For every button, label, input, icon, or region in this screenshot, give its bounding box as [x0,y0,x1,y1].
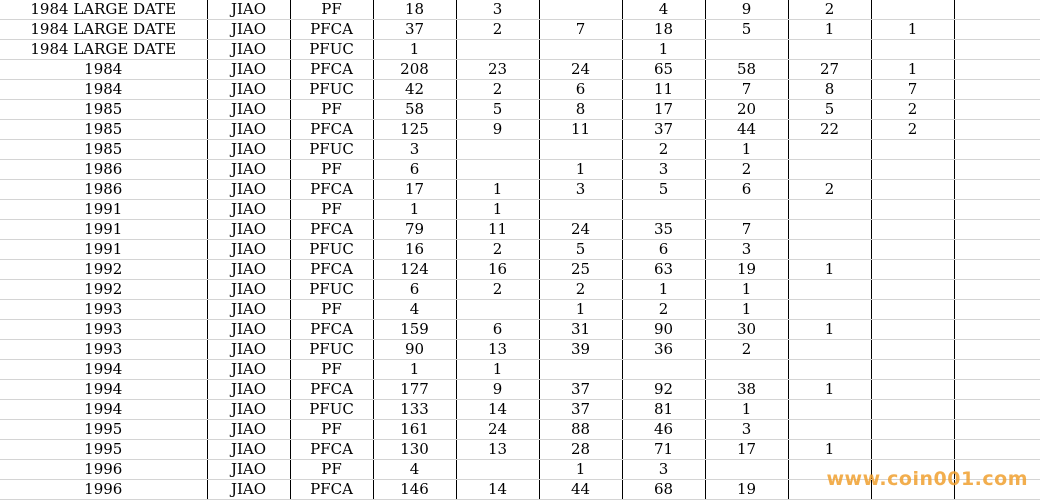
table-cell[interactable]: PFUC [290,140,373,160]
table-cell[interactable]: 58 [373,100,456,120]
table-cell[interactable] [456,460,539,480]
table-cell[interactable]: 13 [456,340,539,360]
table-cell[interactable]: JIAO [207,460,290,480]
table-cell[interactable]: JIAO [207,420,290,440]
table-cell[interactable] [456,40,539,60]
table-row [0,60,1040,80]
table-cell[interactable] [622,200,705,220]
table-cell[interactable]: 6 [539,80,622,100]
table-cell[interactable]: 1993 [0,320,207,340]
table-cell[interactable] [788,160,871,180]
table-cell[interactable] [954,440,1040,460]
table-cell[interactable]: 1984 LARGE DATE [0,20,207,40]
table-cell[interactable]: 5 [788,100,871,120]
table-cell[interactable]: 1 [705,140,788,160]
table-cell[interactable]: JIAO [207,40,290,60]
table-cell[interactable]: JIAO [207,380,290,400]
table-cell[interactable] [871,200,954,220]
table-cell[interactable]: 11 [622,80,705,100]
table-cell[interactable]: 5 [539,240,622,260]
table-cell[interactable]: JIAO [207,20,290,40]
table-cell[interactable]: 1996 [0,460,207,480]
table-cell[interactable]: PF [290,200,373,220]
table-cell[interactable]: 1985 [0,140,207,160]
table-cell[interactable]: PFCA [290,20,373,40]
table-cell[interactable]: 37 [622,120,705,140]
table-cell[interactable]: JIAO [207,180,290,200]
table-cell[interactable] [705,200,788,220]
table-cell[interactable] [954,220,1040,240]
table-cell[interactable]: 1994 [0,400,207,420]
table-row [0,0,1040,20]
table-cell[interactable] [954,360,1040,380]
table-cell[interactable]: 161 [373,420,456,440]
table-cell[interactable]: 23 [456,60,539,80]
table-cell[interactable]: 3 [622,160,705,180]
table-cell[interactable]: 1 [788,380,871,400]
table-cell[interactable]: 5 [705,20,788,40]
table-cell[interactable]: 124 [373,260,456,280]
table-cell[interactable]: 1 [788,20,871,40]
table-cell[interactable] [539,360,622,380]
table-cell[interactable]: 88 [539,420,622,440]
table-cell[interactable]: PFUC [290,240,373,260]
table-cell[interactable]: 24 [456,420,539,440]
table-cell[interactable]: 38 [705,380,788,400]
table-cell[interactable]: 159 [373,320,456,340]
table-cell[interactable]: 1 [539,460,622,480]
table-cell[interactable]: 1 [373,360,456,380]
table-cell[interactable]: 6 [373,160,456,180]
table-cell[interactable]: 1 [456,360,539,380]
table-cell[interactable]: 7 [539,20,622,40]
table-cell[interactable]: JIAO [207,360,290,380]
table-row [0,300,1040,320]
table-cell[interactable]: 1 [373,200,456,220]
table-cell[interactable]: 125 [373,120,456,140]
table-cell[interactable]: 1995 [0,420,207,440]
table-cell[interactable]: 16 [456,260,539,280]
table-cell[interactable]: 1 [788,320,871,340]
table-cell[interactable] [871,140,954,160]
table-cell[interactable] [539,140,622,160]
table-cell[interactable]: 2 [871,120,954,140]
table-cell[interactable] [871,0,954,20]
table-cell[interactable]: 1 [622,40,705,60]
table-cell[interactable]: 71 [622,440,705,460]
table-cell[interactable] [456,160,539,180]
table-cell[interactable]: 4 [373,460,456,480]
table-row [0,100,1040,120]
table-cell[interactable] [954,140,1040,160]
table-cell[interactable]: 6 [373,280,456,300]
table-cell[interactable]: 1985 [0,100,207,120]
table-cell[interactable]: 8 [788,80,871,100]
table-cell[interactable]: 1984 LARGE DATE [0,0,207,20]
table-cell[interactable]: PFUC [290,80,373,100]
table-cell[interactable] [954,300,1040,320]
table-cell[interactable] [788,300,871,320]
table-cell[interactable]: 1 [788,440,871,460]
table-cell[interactable] [954,120,1040,140]
table-cell[interactable]: JIAO [207,120,290,140]
table-cell[interactable]: 31 [539,320,622,340]
table-cell[interactable] [871,320,954,340]
table-cell[interactable]: 6 [622,240,705,260]
table-row [0,280,1040,300]
table-cell[interactable]: PF [290,160,373,180]
table-cell[interactable]: 2 [456,20,539,40]
table-cell[interactable]: 3 [373,140,456,160]
table-cell[interactable]: 2 [622,300,705,320]
table-cell[interactable]: JIAO [207,340,290,360]
table-cell[interactable]: 30 [705,320,788,340]
table-cell[interactable]: JIAO [207,140,290,160]
table-cell[interactable]: JIAO [207,480,290,500]
table-cell[interactable]: 39 [539,340,622,360]
table-cell[interactable]: 1996 [0,480,207,500]
table-row [0,160,1040,180]
table-cell[interactable]: 1994 [0,360,207,380]
table-row [0,340,1040,360]
table-cell[interactable]: 1986 [0,180,207,200]
table-cell[interactable] [705,360,788,380]
table-cell[interactable]: 92 [622,380,705,400]
table-cell[interactable]: 3 [456,0,539,20]
table-cell[interactable]: 130 [373,440,456,460]
table-cell[interactable]: 1 [705,400,788,420]
table-cell[interactable] [871,360,954,380]
table-cell[interactable]: 1991 [0,220,207,240]
table-cell[interactable]: 3 [705,420,788,440]
table-cell[interactable] [871,160,954,180]
table-cell[interactable] [954,420,1040,440]
table-cell[interactable]: PFCA [290,260,373,280]
table-cell[interactable] [622,360,705,380]
table-cell[interactable] [705,460,788,480]
table-cell[interactable] [456,140,539,160]
table-cell[interactable] [788,200,871,220]
table-cell[interactable]: PFCA [290,380,373,400]
table-cell[interactable]: 63 [622,260,705,280]
table-cell[interactable] [788,140,871,160]
table-cell[interactable]: 90 [373,340,456,360]
table-cell[interactable]: 14 [456,400,539,420]
table-cell[interactable]: 11 [456,220,539,240]
table-cell[interactable] [954,20,1040,40]
table-cell[interactable] [954,240,1040,260]
table-cell[interactable] [788,40,871,60]
table-cell[interactable]: JIAO [207,100,290,120]
table-cell[interactable] [871,240,954,260]
table-cell[interactable]: 19 [705,260,788,280]
table-cell[interactable]: 1 [871,60,954,80]
table-cell[interactable]: 24 [539,220,622,240]
table-cell[interactable]: JIAO [207,440,290,460]
table-cell[interactable]: PFCA [290,480,373,500]
table-row [0,200,1040,220]
table-cell[interactable]: 5 [456,100,539,120]
table-cell[interactable]: 18 [373,0,456,20]
table-cell[interactable]: 36 [622,340,705,360]
table-cell[interactable]: 1993 [0,340,207,360]
table-cell[interactable]: 1986 [0,160,207,180]
table-cell[interactable]: 1984 [0,80,207,100]
table-cell[interactable]: 1984 [0,60,207,80]
table-cell[interactable]: 1 [705,280,788,300]
table-cell[interactable]: JIAO [207,80,290,100]
table-cell[interactable] [788,220,871,240]
table-cell[interactable] [954,80,1040,100]
table-cell[interactable]: 28 [539,440,622,460]
table-cell[interactable]: JIAO [207,60,290,80]
table-cell[interactable] [539,40,622,60]
table-cell[interactable] [539,0,622,20]
table-cell[interactable]: 9 [456,380,539,400]
table-cell[interactable]: 1 [705,300,788,320]
table-cell[interactable]: 14 [456,480,539,500]
table-cell[interactable]: 2 [456,280,539,300]
table-cell[interactable]: 7 [871,80,954,100]
table-cell[interactable]: 24 [539,60,622,80]
table-cell[interactable]: 17 [705,440,788,460]
table-cell[interactable] [705,40,788,60]
table-cell[interactable]: 46 [622,420,705,440]
table-row [0,320,1040,340]
table-cell[interactable]: 37 [373,20,456,40]
table-cell[interactable]: 2 [456,80,539,100]
table-cell[interactable]: 133 [373,400,456,420]
table-cell[interactable] [788,360,871,380]
table-row [0,220,1040,240]
table-cell[interactable]: 2 [871,100,954,120]
table-cell[interactable]: 6 [705,180,788,200]
table-cell[interactable]: 146 [373,480,456,500]
table-row [0,260,1040,280]
table-cell[interactable] [871,280,954,300]
table-cell[interactable]: 90 [622,320,705,340]
table-cell[interactable] [954,320,1040,340]
table-cell[interactable]: 177 [373,380,456,400]
table-cell[interactable]: 1 [456,180,539,200]
table-cell[interactable]: PF [290,360,373,380]
table-cell[interactable]: 9 [705,0,788,20]
table-cell[interactable] [871,380,954,400]
table-cell[interactable]: JIAO [207,160,290,180]
table-cell[interactable]: 58 [705,60,788,80]
table-cell[interactable]: 25 [539,260,622,280]
table-cell[interactable] [788,340,871,360]
table-cell[interactable]: 79 [373,220,456,240]
table-row [0,120,1040,140]
table-cell[interactable]: JIAO [207,300,290,320]
table-cell[interactable]: JIAO [207,320,290,340]
table-row [0,380,1040,400]
table-cell[interactable]: 27 [788,60,871,80]
table-cell[interactable]: PFCA [290,60,373,80]
table-row [0,140,1040,160]
table-cell[interactable]: 22 [788,120,871,140]
table-row [0,20,1040,40]
table-cell[interactable]: 44 [539,480,622,500]
table-cell[interactable] [954,380,1040,400]
table-cell[interactable] [954,180,1040,200]
table-cell[interactable]: 4 [373,300,456,320]
watermark-text: www.coin001.com [826,468,1028,490]
table-cell[interactable]: PFCA [290,220,373,240]
table-cell[interactable]: 2 [788,0,871,20]
table-cell[interactable]: 8 [539,100,622,120]
table-cell[interactable] [871,300,954,320]
table-cell[interactable]: 13 [456,440,539,460]
table-cell[interactable]: 1992 [0,280,207,300]
table-cell[interactable]: 35 [622,220,705,240]
table-cell[interactable]: 1991 [0,200,207,220]
table-cell[interactable]: 2 [788,180,871,200]
table-cell[interactable] [871,40,954,60]
table-cell[interactable]: 11 [539,120,622,140]
table-cell[interactable]: 3 [705,240,788,260]
table-cell[interactable]: 1 [539,300,622,320]
table-cell[interactable] [788,400,871,420]
table-cell[interactable]: JIAO [207,260,290,280]
table-cell[interactable]: 4 [622,0,705,20]
table-cell[interactable] [954,260,1040,280]
table-cell[interactable]: 3 [539,180,622,200]
table-cell[interactable]: 5 [622,180,705,200]
table-cell[interactable]: 1991 [0,240,207,260]
table-cell[interactable]: 1984 LARGE DATE [0,40,207,60]
table-cell[interactable]: 2 [705,160,788,180]
table-cell[interactable]: 9 [456,120,539,140]
table-cell[interactable]: 2 [705,340,788,360]
table-cell[interactable]: 6 [456,320,539,340]
table-cell[interactable]: 7 [705,80,788,100]
table-cell[interactable] [788,240,871,260]
table-cell[interactable]: JIAO [207,200,290,220]
table-cell[interactable]: 2 [622,140,705,160]
table-cell[interactable]: 1 [539,160,622,180]
table-cell[interactable]: PFCA [290,440,373,460]
table-cell[interactable]: PF [290,420,373,440]
table-cell[interactable] [788,420,871,440]
table-cell[interactable] [871,220,954,240]
table-cell[interactable]: 1992 [0,260,207,280]
table-cell[interactable]: 1985 [0,120,207,140]
table-cell[interactable]: PFUC [290,340,373,360]
table-row [0,400,1040,420]
table-cell[interactable]: 19 [705,480,788,500]
table-row [0,440,1040,460]
table-cell[interactable] [954,200,1040,220]
table-cell[interactable] [954,0,1040,20]
table-cell[interactable]: JIAO [207,280,290,300]
table-cell[interactable]: PF [290,460,373,480]
table-cell[interactable]: 1 [373,40,456,60]
table-row [0,40,1040,60]
table-cell[interactable] [871,420,954,440]
table-cell[interactable]: 1 [456,200,539,220]
table-cell[interactable] [788,280,871,300]
table-row [0,420,1040,440]
table-cell[interactable]: PF [290,100,373,120]
table-cell[interactable]: 17 [373,180,456,200]
table-cell[interactable] [954,400,1040,420]
table-cell[interactable]: 65 [622,60,705,80]
table-cell[interactable] [871,260,954,280]
table-cell[interactable] [954,160,1040,180]
table-cell[interactable]: 1994 [0,380,207,400]
table-cell[interactable]: 81 [622,400,705,420]
table-cell[interactable]: 16 [373,240,456,260]
table-cell[interactable]: 208 [373,60,456,80]
table-cell[interactable]: JIAO [207,0,290,20]
table-cell[interactable]: PF [290,300,373,320]
table-cell[interactable] [954,280,1040,300]
table-cell[interactable]: 68 [622,480,705,500]
table-row [0,360,1040,380]
table-cell[interactable] [871,400,954,420]
table-cell[interactable]: 18 [622,20,705,40]
table-cell[interactable]: 2 [456,240,539,260]
table-cell[interactable]: PFUC [290,40,373,60]
table-row [0,180,1040,200]
table-cell[interactable] [456,300,539,320]
table-cell[interactable]: PFUC [290,400,373,420]
table-cell[interactable]: 1 [871,20,954,40]
table-row [0,80,1040,100]
table-cell[interactable] [954,340,1040,360]
table-cell[interactable]: 1995 [0,440,207,460]
table-cell[interactable]: PF [290,0,373,20]
table-cell[interactable]: 44 [705,120,788,140]
table-cell[interactable]: 1 [788,260,871,280]
table-cell[interactable]: 1 [622,280,705,300]
table-cell[interactable]: 20 [705,100,788,120]
table-cell[interactable]: 37 [539,400,622,420]
table-cell[interactable]: 37 [539,380,622,400]
table-cell[interactable]: 1993 [0,300,207,320]
table-cell[interactable] [954,60,1040,80]
table-cell[interactable] [954,100,1040,120]
table-cell[interactable] [871,440,954,460]
table-cell[interactable] [871,180,954,200]
table-cell[interactable]: 17 [622,100,705,120]
table-cell[interactable] [539,200,622,220]
table-cell[interactable] [954,40,1040,60]
table-row [0,240,1040,260]
table-cell[interactable]: PFCA [290,180,373,200]
table-cell[interactable]: 7 [705,220,788,240]
table-cell[interactable] [871,340,954,360]
table-cell[interactable]: PFUC [290,280,373,300]
table-cell[interactable]: 42 [373,80,456,100]
table-cell[interactable]: JIAO [207,400,290,420]
table-cell[interactable]: PFCA [290,320,373,340]
table-cell[interactable]: JIAO [207,220,290,240]
table-cell[interactable]: JIAO [207,240,290,260]
table-cell[interactable]: 2 [539,280,622,300]
table-cell[interactable]: PFCA [290,120,373,140]
table-cell[interactable]: 3 [622,460,705,480]
